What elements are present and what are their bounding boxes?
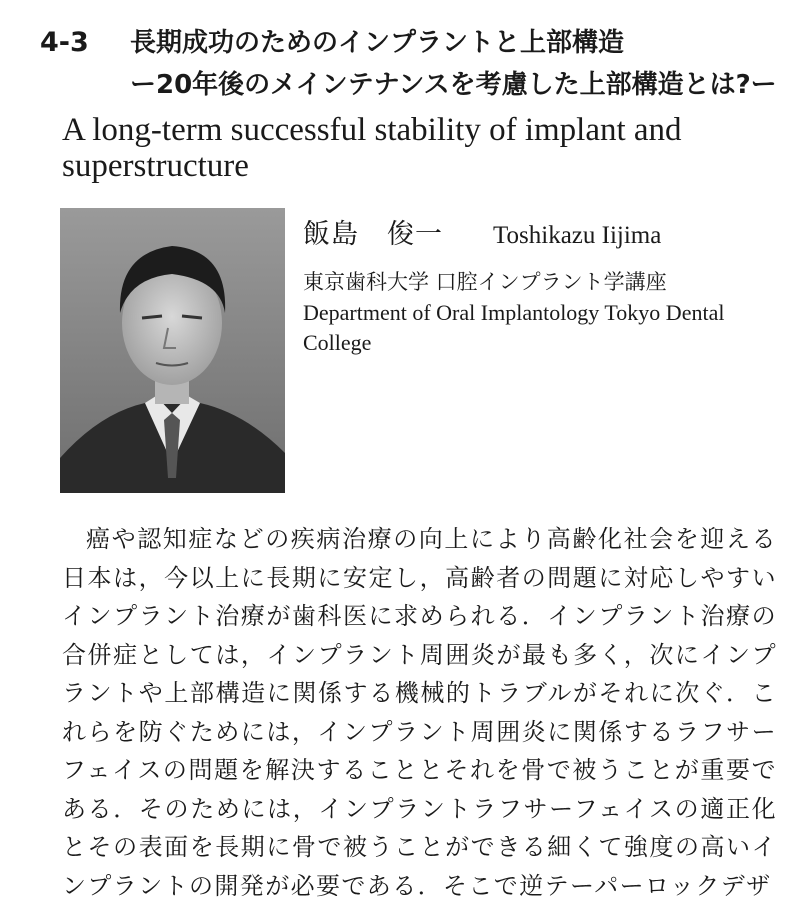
affiliation-ja: 東京歯科大学 口腔インプラント学講座 bbox=[303, 270, 667, 294]
section-heading bbox=[40, 22, 780, 106]
abstract-paragraph: 癌や認知症などの疾病治療の向上により高齢化社会を迎える日本は，今以上に長期に安定し，高齢者の問題に対応しやすいインプラント治療が歯科医に求められる．インプラント治療の合併症としては，インプラント周囲炎が最も多く，次にインプラントや上部構造に関係する機械的トラブルがそれに次ぐ．これらを防ぐためには，インプラント周囲炎に関係するラフサーフェイスの問題を解決することとそれを骨で被うことが重要である．そのためには，インプラントラフサーフェイスの適正化とその表面を長期に骨で被うことができる細くて強度の高いインプラントの開発が必要である．そこで逆テーパーロックデザ bbox=[62, 525, 777, 900]
author-name-en: Toshikazu Iijima bbox=[493, 222, 662, 249]
author-portrait-image bbox=[60, 208, 285, 493]
author-name-row bbox=[303, 212, 783, 256]
section-title-ja: 長期成功のためのインプラントと上部構造 bbox=[130, 28, 625, 58]
heading-subtitle-row bbox=[40, 64, 780, 106]
section-title-en: A long-term successful stability of implant and superstructure bbox=[62, 112, 682, 184]
section-number: 4-3 bbox=[40, 27, 89, 58]
section-subtitle-ja: ー20年後のメインテナンスを考慮した上部構造とは?ー bbox=[130, 70, 777, 100]
author-name-ja: 飯島 俊一 bbox=[303, 219, 443, 250]
affiliation-en: Department of Oral Implantology Tokyo Dental College bbox=[303, 300, 725, 355]
author-photo bbox=[60, 208, 285, 493]
author-block bbox=[303, 212, 783, 358]
heading-title-row bbox=[40, 22, 780, 64]
